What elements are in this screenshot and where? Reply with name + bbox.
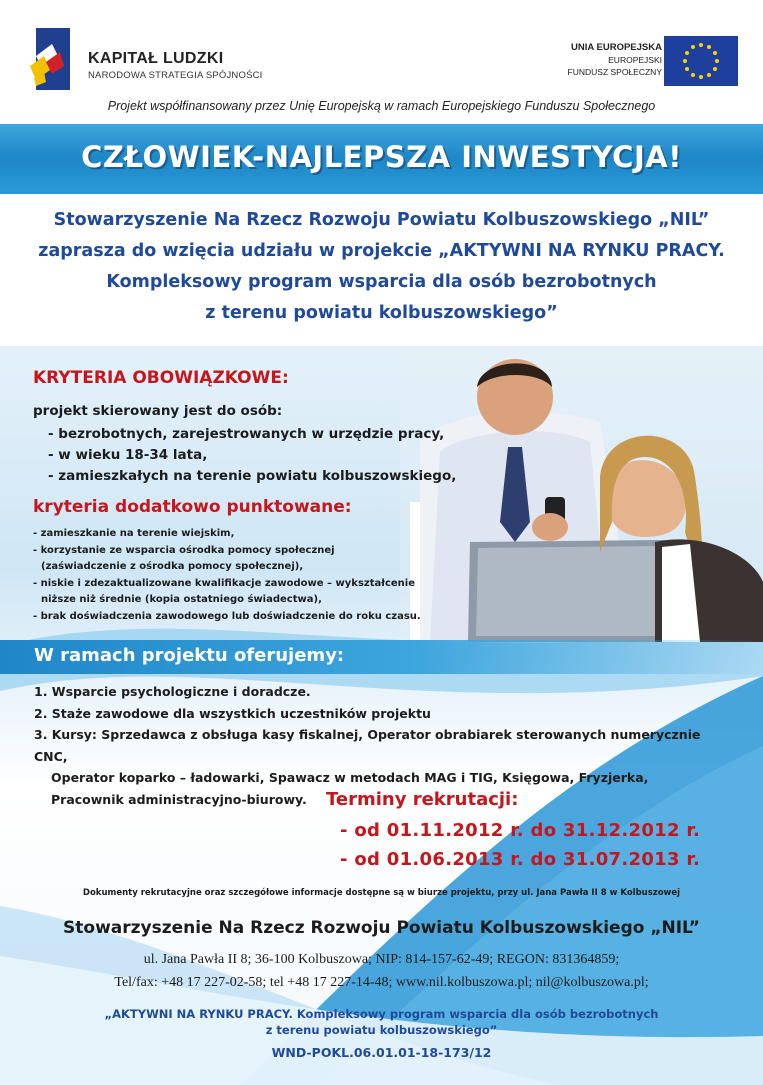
kapital-ludzki-emblem-icon: [30, 26, 74, 92]
eu-line-1: UNIA EUROPEJSKA: [571, 42, 662, 53]
intro-line: z terenu powiatu kolbuszowskiego”: [205, 303, 558, 323]
eu-line-3: FUNDUSZ SPOŁECZNY: [567, 67, 662, 77]
intro-line: zaprasza do wzięcia udziału w projekcie „AKTYWNI NA RYNKU PRACY.: [38, 241, 725, 261]
kapital-ludzki-title: KAPITAŁ LUDZKI: [88, 50, 224, 67]
intro-line: Stowarzyszenie Na Rzecz Rozwoju Powiatu Kolbuszowskiego „NIL”: [53, 210, 710, 230]
cofinancing-note: Projekt współfinansowany przez Unię Europejską w ramach Europejskiego Funduszu Społecznego: [107, 99, 656, 113]
list-item: - zamieszkałych na terenie powiatu kolbuszowskiego,: [48, 468, 457, 484]
mandatory-criteria-list: [48, 424, 456, 487]
recruitment-period-1: - od 01.11.2012 r. do 31.12.2012 r.: [340, 820, 701, 841]
list-item: 1. Wsparcie psychologiczne i doradcze.: [34, 684, 311, 699]
list-item: Pracownik administracyjno-biurowy.: [51, 791, 307, 807]
list-item: - bezrobotnych, zarejestrowanych w urzędzie pracy,: [48, 426, 445, 442]
criteria-lead: projekt skierowany jest do osób:: [33, 403, 283, 419]
footer-project-line-2: z terenu powiatu kolbuszowskiego”: [265, 1023, 498, 1037]
eu-line-2: EUROPEJSKI: [608, 55, 662, 65]
recruitment-heading: Terminy rekrutacji:: [326, 789, 519, 810]
address-line: ul. Jana Pawła II 8; 36-100 Kolbuszowa; NIP: 814-157-62-49; REGON: 831364859;: [143, 952, 620, 967]
eu-label: [568, 42, 662, 78]
kapital-ludzki-subtitle: NARODOWA STRATEGIA SPÓJNOŚCI: [88, 70, 263, 81]
list-item: (zaświadczenie z ośrodka pomocy społecznej),: [41, 561, 304, 572]
offer-heading: W ramach projektu oferujemy:: [34, 645, 345, 666]
mandatory-criteria-heading: KRYTERIA OBOWIĄZKOWE:: [33, 368, 289, 388]
list-item: - w wieku 18-34 lata,: [48, 447, 208, 463]
list-item: niższe niż średnie (kopia ostatniego świadectwa),: [41, 594, 322, 605]
extra-criteria-list: [33, 526, 421, 625]
list-item: - zamieszkanie na terenie wiejskim,: [33, 528, 235, 539]
footer-project-line-1: „AKTYWNI NA RYNKU PRACY. Kompleksowy program wsparcia dla osób bezrobotnych: [104, 1007, 659, 1021]
page-title: CZŁOWIEK-NAJLEPSZA INWESTYCJA!: [81, 140, 682, 174]
list-item: Operator koparko – ładowarki, Spawacz w metodach MAG i TIG, Księgowa, Fryzjerka,: [51, 770, 649, 785]
offer-band: [0, 640, 763, 674]
list-item: - korzystanie ze wsparcia ośrodka pomocy społecznej: [33, 544, 335, 556]
eu-flag-icon: [664, 36, 738, 86]
documents-note: Dokumenty rekrutacyjne oraz szczegółowe informacje dostępne są w biurze projektu, przy ul. Jana Pawła II 8 w Kolbuszowej: [82, 888, 681, 898]
eu-logo: [560, 36, 740, 86]
title-band: [0, 124, 763, 194]
organization-name: Stowarzyszenie Na Rzecz Rozwoju Powiatu Kolbuszowskiego „NIL”: [63, 918, 700, 938]
extra-criteria-heading: kryteria dodatkowo punktowane:: [33, 497, 352, 517]
phone-line: Tel/fax: +48 17 227-02-58; tel +48 17 227-14-48; www.nil.kolbuszowa.pl; nil@kolbuszowa.pl;: [114, 975, 649, 990]
people-laptop-photo: [400, 352, 763, 642]
list-item: - brak doświadczenia zawodowego lub doświadczenie do roku czasu.: [33, 610, 421, 622]
list-item: - niskie i zdezaktualizowane kwalifikacje zawodowe – wykształcenie: [33, 577, 415, 589]
list-item: 2. Staże zawodowe dla wszystkich uczestników projektu: [34, 705, 431, 721]
footer-project-code: WND-POKL.06.01.01-18-173/12: [271, 1045, 492, 1060]
list-item: 3. Kursy: Sprzedawca z obsługa kasy fiskalnej, Operator obrabiarek sterowanych numerycznie CNC,: [34, 727, 701, 764]
intro-text: [0, 205, 763, 329]
intro-line: Kompleksowy program wsparcia dla osób bezrobotnych: [106, 272, 657, 292]
kapital-ludzki-logo: [30, 26, 280, 96]
recruitment-period-2: - od 01.06.2013 r. do 31.07.2013 r.: [340, 849, 701, 870]
